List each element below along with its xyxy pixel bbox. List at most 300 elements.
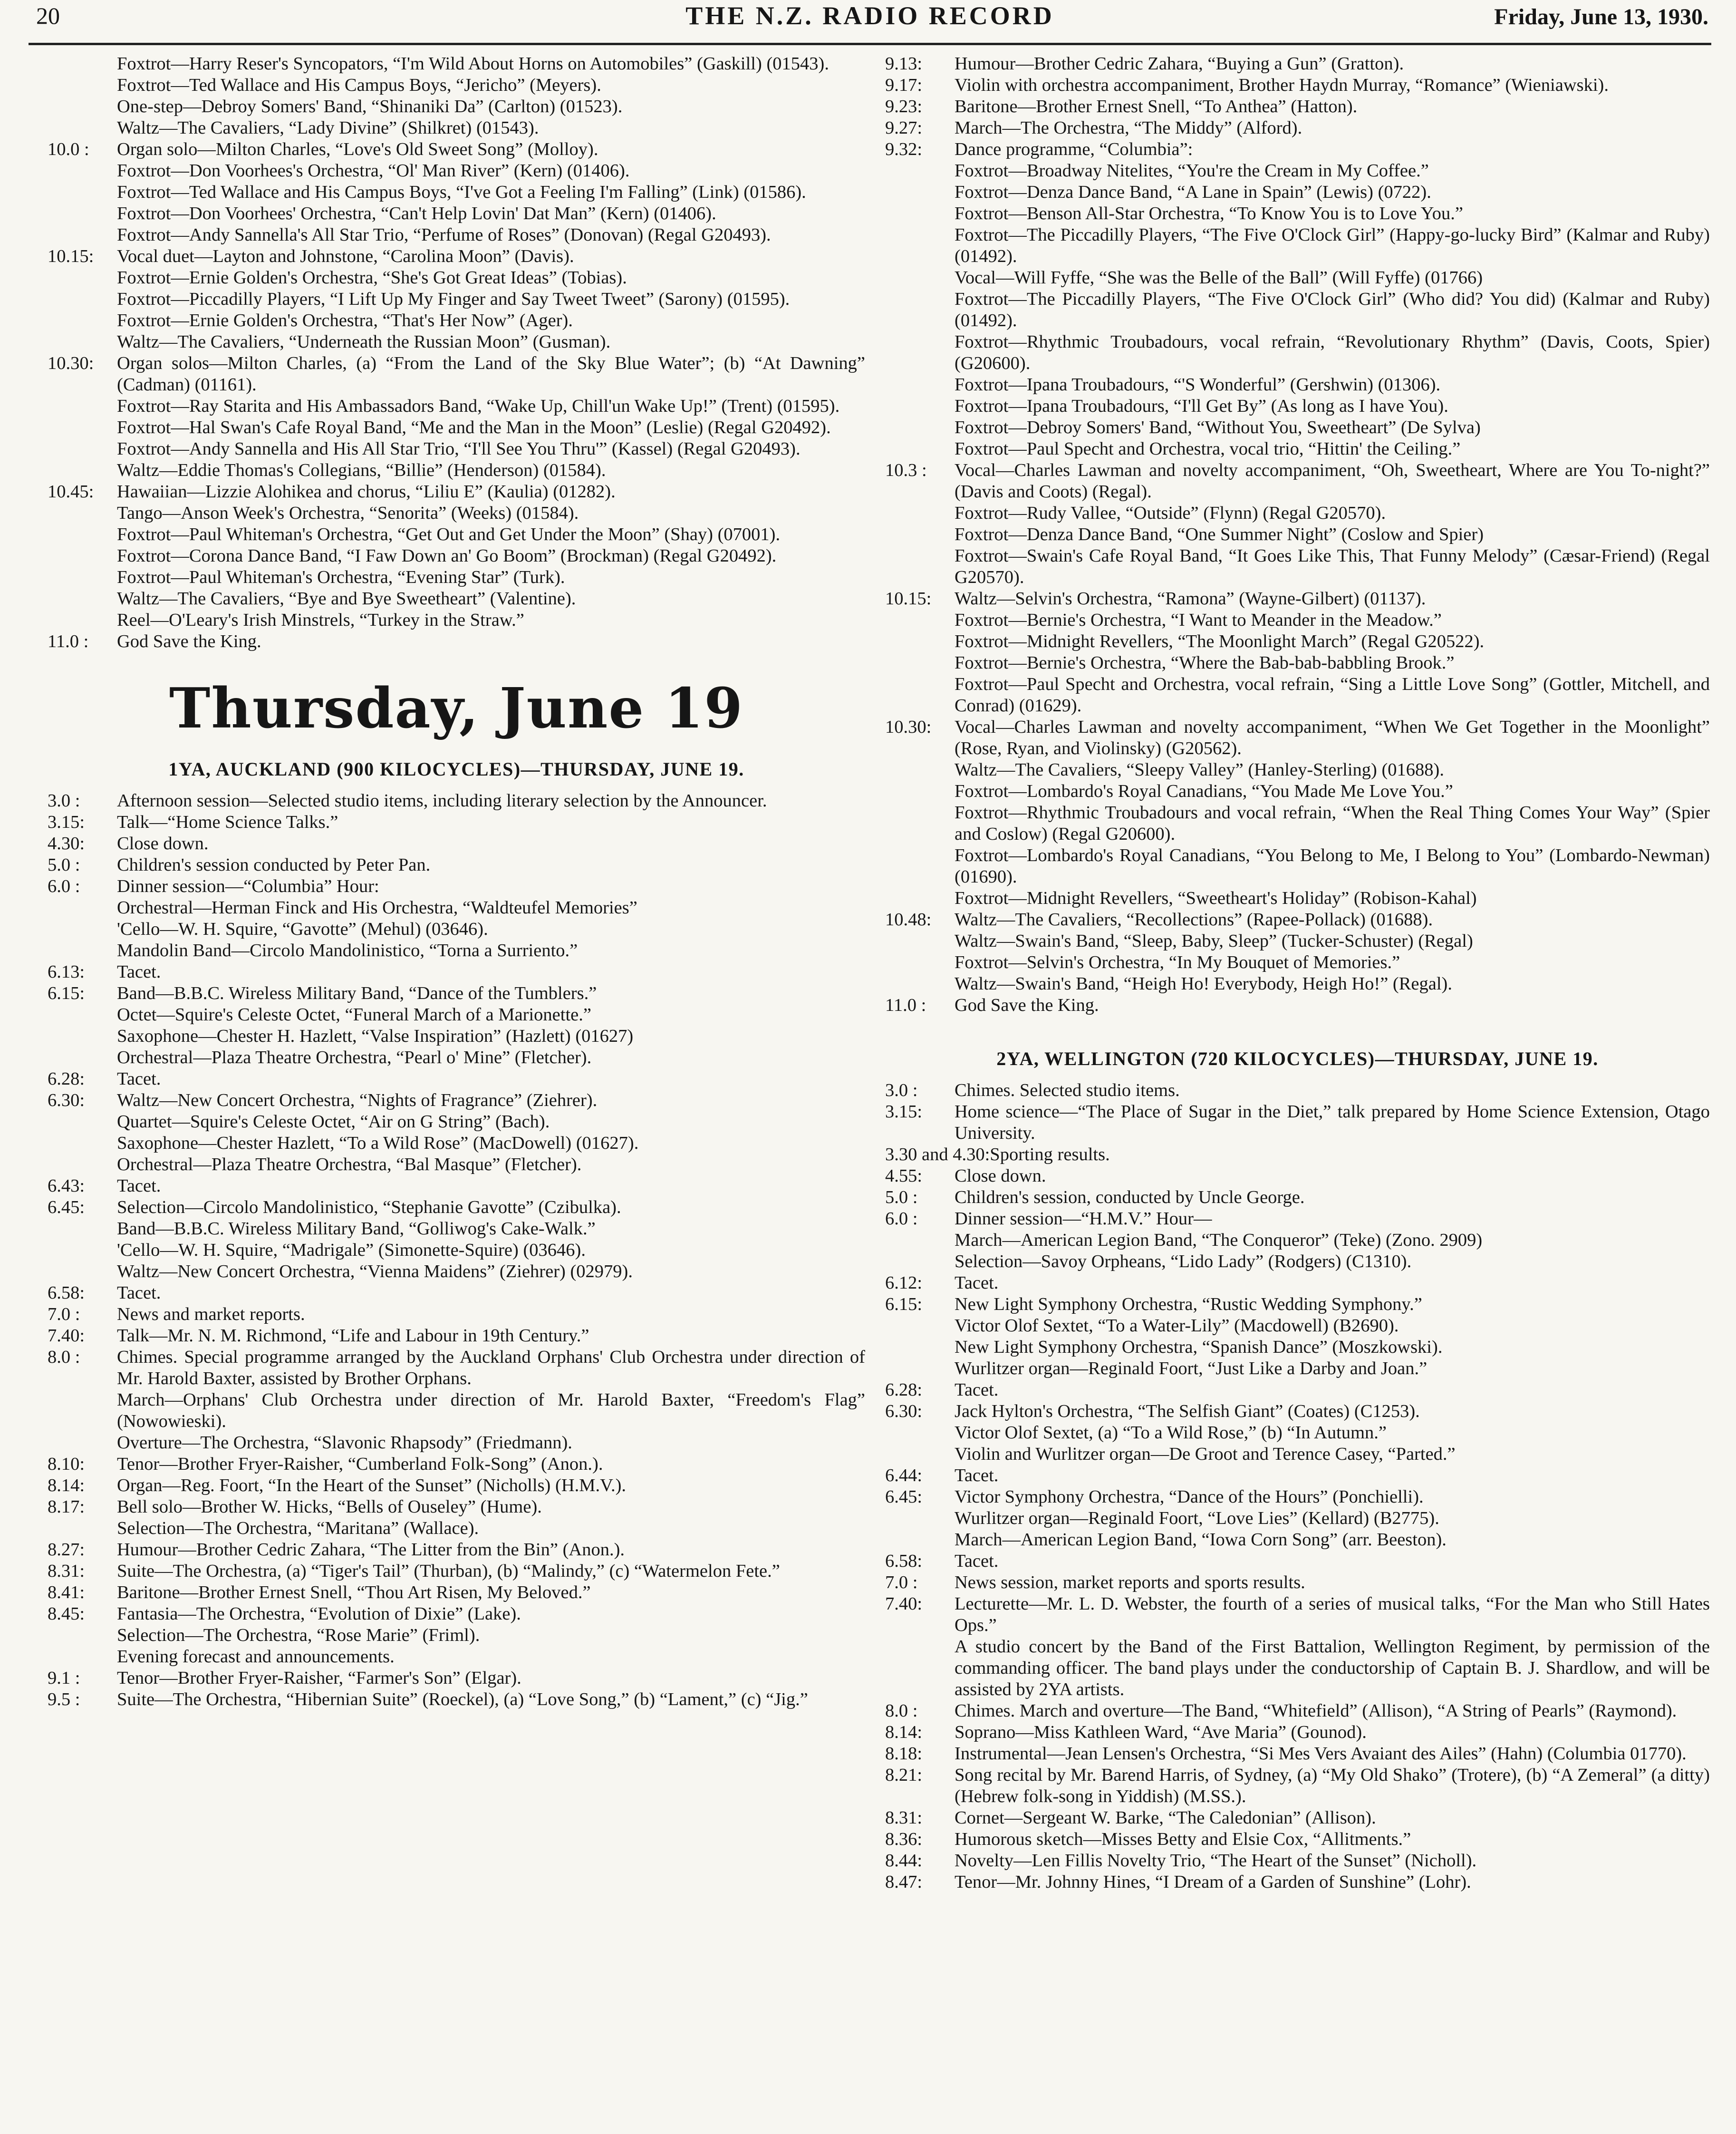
entry-text: Chimes. Selected studio items. — [955, 1080, 1180, 1100]
programme-entry — [885, 759, 1710, 781]
programme-entry — [885, 75, 1710, 96]
programme-entry — [48, 1646, 865, 1668]
station-heading-1ya: 1YA, AUCKLAND (900 KILOCYCLES)—THURSDAY, JUNE 19. — [168, 758, 744, 780]
entry-text: Saxophone—Chester Hazlett, “To a Wild Rose” (MacDowell) (01627). — [117, 1133, 639, 1153]
entry-text: Foxtrot—Lombardo's Royal Canadians, “You Made Me Love You.” — [955, 781, 1453, 801]
entry-text: Wurlitzer organ—Reginald Foort, “Just Like a Darby and Joan.” — [955, 1358, 1427, 1378]
entry-text: Orchestral—Plaza Theatre Orchestra, “Bal Masque” (Fletcher). — [117, 1154, 582, 1174]
entry-time: 9.27: — [885, 118, 923, 138]
entry-text: March—Orphans' Club Orchestra under direction of Mr. Harold Baxter, “Freedom's Flag” (Nowowieski). — [117, 1390, 865, 1431]
entry-text: Children's session conducted by Peter Pan. — [117, 855, 431, 875]
programme-entry — [885, 182, 1710, 203]
programme-entry — [48, 75, 865, 96]
programme-entry — [885, 1208, 1710, 1230]
entry-time: 3.0 : — [48, 791, 80, 811]
entry-text: Tenor—Brother Fryer-Raisher, “Cumberland Folk-Song” (Anon.). — [117, 1454, 603, 1474]
programme-entry — [48, 396, 865, 417]
entry-text: Selection—The Orchestra, “Rose Marie” (Friml). — [117, 1625, 480, 1645]
entry-text: Tacet. — [955, 1465, 999, 1485]
entry-text: Tango—Anson Week's Orchestra, “Senorita” (Weeks) (01584). — [117, 503, 579, 523]
programme-entry — [48, 812, 865, 833]
programme-entry — [885, 417, 1710, 438]
programme-entry — [885, 503, 1710, 524]
entry-text: Vocal duet—Layton and Johnstone, “Carolina Moon” (Davis). — [117, 246, 574, 266]
entry-text: Foxtrot—Denza Dance Band, “A Lane in Spain” (Lewis) (0722). — [955, 182, 1431, 202]
entry-time: 10.48: — [885, 910, 932, 930]
entry-text: Tacet. — [955, 1273, 999, 1293]
entry-time: 8.31: — [885, 1808, 923, 1828]
header-rule — [29, 43, 1711, 45]
programme-entry — [885, 460, 1710, 503]
entry-text: Band—B.B.C. Wireless Military Band, “Golliwog's Cake-Walk.” — [117, 1219, 596, 1239]
programme-entry — [885, 1529, 1710, 1551]
entry-text: March—American Legion Band, “Iowa Corn Song” (arr. Beeston). — [955, 1530, 1447, 1550]
entry-text: Tacet. — [117, 1176, 161, 1196]
entry-text: Foxtrot—Don Voorhees's Orchestra, “Ol' Man River” (Kern) (01406). — [117, 161, 630, 181]
programme-entry — [885, 888, 1710, 909]
entry-text: Dance programme, “Columbia”: — [955, 139, 1193, 159]
programme-entry — [48, 289, 865, 310]
programme-entry — [48, 353, 865, 396]
entry-text: Foxtrot—Hal Swan's Cafe Royal Band, “Me and the Man in the Moon” (Leslie) (Regal G20492). — [117, 417, 831, 437]
entry-time: 6.58: — [885, 1551, 923, 1571]
entry-time: 6.44: — [885, 1465, 923, 1485]
programme-entry — [48, 1047, 865, 1068]
entry-text: God Save the King. — [117, 631, 261, 651]
entry-time: 8.47: — [885, 1872, 923, 1892]
programme-entry — [48, 1133, 865, 1154]
entry-text: Selection—Circolo Mandolinistico, “Stephanie Gavotte” (Czibulka). — [117, 1197, 621, 1217]
entry-text: Selection—The Orchestra, “Maritana” (Wallace). — [117, 1518, 479, 1538]
programme-entry — [48, 1539, 865, 1561]
programme-entry — [48, 940, 865, 961]
programme-entry — [48, 331, 865, 353]
programme-entry — [885, 1700, 1710, 1722]
entry-text: Foxtrot—Paul Specht and Orchestra, vocal trio, “Hittin' the Ceiling.” — [955, 439, 1461, 459]
programme-entry — [885, 524, 1710, 545]
entry-time: 8.41: — [48, 1582, 85, 1602]
programme-entry — [885, 267, 1710, 289]
entry-text: Foxtrot—Corona Dance Band, “I Faw Down an' Go Boom” (Brockman) (Regal G20492). — [117, 546, 777, 566]
entry-time: 6.45: — [885, 1487, 923, 1507]
entry-time: 6.43: — [48, 1176, 85, 1196]
programme-entry — [885, 1765, 1710, 1807]
entry-text: Organ solo—Milton Charles, “Love's Old Sweet Song” (Molloy). — [117, 139, 598, 159]
day-heading: Thursday, June 19 — [169, 676, 743, 741]
entry-text: Waltz—Selvin's Orchestra, “Ramona” (Wayne-Gilbert) (01137). — [955, 589, 1426, 609]
entry-time: 3.0 : — [885, 1080, 918, 1100]
entry-time: 6.0 : — [885, 1209, 918, 1229]
entry-text: Selection—Savoy Orpheans, “Lido Lady” (Rodgers) (C1310). — [955, 1251, 1412, 1271]
programme-entry — [48, 545, 865, 567]
programme-entry — [885, 717, 1710, 759]
programme-entry — [48, 1175, 865, 1197]
programme-entry — [48, 96, 865, 117]
entry-text: Bell solo—Brother W. Hicks, “Bells of Ouseley” (Hume). — [117, 1497, 542, 1517]
entry-time: 6.13: — [48, 962, 85, 982]
programme-entry — [885, 610, 1710, 631]
programme-entry — [48, 1603, 865, 1625]
entry-text: Close down. — [117, 834, 209, 854]
programme-entry — [885, 117, 1710, 139]
entry-time: 6.15: — [885, 1294, 923, 1314]
right-column — [885, 53, 1710, 1893]
entry-text: Novelty—Len Fillis Novelty Trio, “The Heart of the Sunset” (Nicholl). — [955, 1851, 1477, 1871]
entry-text: Foxtrot—Andy Sannella's All Star Trio, “Perfume of Roses” (Donovan) (Regal G20493). — [117, 225, 771, 245]
entry-text: Foxtrot—Debroy Somers' Band, “Without You, Sweetheart” (De Sylva) — [955, 417, 1481, 437]
entry-text: Overture—The Orchestra, “Slavonic Rhapsody” (Friedmann). — [117, 1433, 572, 1453]
programme-entry — [48, 438, 865, 460]
entry-text: Waltz—The Cavaliers, “Underneath the Russian Moon” (Gusman). — [117, 332, 611, 352]
programme-entry — [885, 1850, 1710, 1872]
programme-entry — [885, 545, 1710, 588]
programme-entry — [885, 631, 1710, 652]
entry-text: Tacet. — [117, 1283, 161, 1303]
programme-entry — [885, 160, 1710, 182]
programme-entry — [48, 854, 865, 876]
programme-entry — [48, 417, 865, 438]
programme-entry — [48, 1347, 865, 1389]
programme-entry — [885, 438, 1710, 460]
station-programme-2ya — [885, 1080, 1710, 1893]
entry-text: Foxtrot—The Piccadilly Players, “The Five O'Clock Girl” (Who did? You did) (Kalmar and Ruby) (01492). — [955, 289, 1710, 330]
entry-text: Foxtrot—Ted Wallace and His Campus Boys, “Jericho” (Meyers). — [117, 75, 601, 95]
entry-text: Foxtrot—Don Voorhees' Orchestra, “Can't Help Lovin' Dat Man” (Kern) (01406). — [117, 204, 716, 223]
programme-entry — [48, 1026, 865, 1047]
entry-text: Victor Olof Sextet, “To a Water-Lily” (Macdowell) (B2690). — [955, 1316, 1399, 1336]
publication-title: THE N.Z. RADIO RECORD — [685, 1, 1054, 30]
entry-text: Waltz—Swain's Band, “Sleep, Baby, Sleep” (Tucker-Schuster) (Regal) — [955, 931, 1473, 951]
entry-time: 8.21: — [885, 1765, 923, 1785]
programme-entry — [48, 610, 865, 631]
entry-time: 7.0 : — [48, 1304, 80, 1324]
programme-entry — [885, 845, 1710, 888]
programme-entry — [48, 139, 865, 160]
programme-entry — [48, 310, 865, 331]
entry-text: Humour—Brother Cedric Zahara, “The Litter from the Bin” (Anon.). — [117, 1540, 625, 1560]
entry-time: 4.55: — [885, 1166, 923, 1186]
entry-text: Foxtrot—Rhythmic Troubadours and vocal refrain, “When the Real Thing Comes Your Way” (Spier and Coslow) (Regal G20600). — [955, 803, 1710, 844]
programme-entry — [885, 1315, 1710, 1337]
entry-text: Foxtrot—Denza Dance Band, “One Summer Night” (Coslow and Spier) — [955, 524, 1484, 544]
entry-time: 8.14: — [885, 1722, 923, 1742]
entry-time: 6.30: — [885, 1401, 923, 1421]
programme-entry — [885, 588, 1710, 610]
entry-text: Close down. — [955, 1166, 1046, 1186]
programme-entry — [48, 1218, 865, 1240]
entry-time: 5.0 : — [885, 1187, 918, 1207]
programme-entry — [885, 1572, 1710, 1593]
entry-text: News and market reports. — [117, 1304, 305, 1324]
entry-text: Waltz—The Cavaliers, “Bye and Bye Sweetheart” (Valentine). — [117, 589, 576, 609]
programme-entry — [48, 524, 865, 545]
entry-text: Foxtrot—Piccadilly Players, “I Lift Up My Finger and Say Tweet Tweet” (Sarony) (01595). — [117, 289, 790, 309]
programme-entry — [885, 952, 1710, 973]
entry-time: 8.10: — [48, 1454, 85, 1474]
entry-time: 10.15: — [48, 246, 94, 266]
entry-text: Home science—“The Place of Sugar in the Diet,” talk prepared by Home Science Extension, Otago University. — [955, 1102, 1710, 1143]
programme-entry — [48, 876, 865, 897]
entry-text: Waltz—The Cavaliers, “Sleepy Valley” (Hanley-Sterling) (01688). — [955, 760, 1445, 780]
entry-text: Foxtrot—Paul Specht and Orchestra, vocal refrain, “Sing a Little Love Song” (Gottler, Mitchell, and Conrad) (01629). — [955, 674, 1710, 716]
entry-time: 6.45: — [48, 1197, 85, 1217]
entry-text: Orchestral—Plaza Theatre Orchestra, “Pearl o' Mine” (Fletcher). — [117, 1048, 592, 1067]
entry-time: 8.44: — [885, 1851, 923, 1871]
programme-entry — [885, 374, 1710, 396]
entry-time: 8.18: — [885, 1744, 923, 1764]
entry-text: Chimes. Special programme arranged by the Auckland Orphans' Club Orchestra under direction of Mr. Harold Baxter, assisted by Brother Orphans. — [117, 1347, 865, 1388]
entry-time: 8.0 : — [48, 1347, 80, 1367]
programme-entry — [885, 1230, 1710, 1251]
programme-entry — [885, 1251, 1710, 1272]
programme-entry — [885, 1807, 1710, 1829]
entry-time: 9.32: — [885, 139, 923, 159]
entry-text: Foxtrot—Paul Whiteman's Orchestra, “Evening Star” (Turk). — [117, 567, 565, 587]
programme-entry — [885, 1486, 1710, 1508]
entry-text: A studio concert by the Band of the First Battalion, Wellington Regiment, by permission of the commanding officer. The band plays under the conductorship of Captain B. J. Shardlow, and will be assisted by 2YA artists. — [955, 1637, 1710, 1699]
entry-text: Foxtrot—Midnight Revellers, “The Moonlight March” (Regal G20522). — [955, 631, 1485, 651]
programme-entry — [885, 1358, 1710, 1379]
entry-text: Foxtrot—The Piccadilly Players, “The Five O'Clock Girl” (Happy-go-lucky Bird” (Kalmar and Ruby) (01492). — [955, 225, 1710, 266]
entry-text: Talk—“Home Science Talks.” — [117, 812, 338, 832]
programme-entry — [885, 1337, 1710, 1358]
programme-entry — [885, 1294, 1710, 1315]
entry-time: 6.28: — [48, 1069, 85, 1089]
programme-entry — [48, 1475, 865, 1496]
programme-entry — [48, 1240, 865, 1261]
programme-entry — [48, 588, 865, 610]
entry-text: Foxtrot—Ernie Golden's Orchestra, “She's Got Great Ideas” (Tobias). — [117, 268, 627, 288]
programme-entry — [48, 1518, 865, 1539]
programme-entry — [48, 224, 865, 246]
programme-entry — [48, 1689, 865, 1710]
entry-text: Mandolin Band—Circolo Mandolinistico, “Torna a Surriento.” — [117, 941, 578, 960]
entry-text: Reel—O'Leary's Irish Minstrels, “Turkey in the Straw.” — [117, 610, 524, 630]
entry-text: Baritone—Brother Ernest Snell, “Thou Art Risen, My Beloved.” — [117, 1582, 591, 1602]
entry-text: Sporting results. — [990, 1145, 1110, 1164]
entry-time: 9.1 : — [48, 1668, 80, 1688]
entry-time: 11.0 : — [885, 995, 926, 1015]
programme-entry — [885, 674, 1710, 717]
entry-time: 6.15: — [48, 983, 85, 1003]
entry-time: 10.0 : — [48, 139, 89, 159]
entry-text: Baritone—Brother Ernest Snell, “To Anthea” (Hatton). — [955, 97, 1358, 116]
entry-text: Foxtrot—Swain's Cafe Royal Band, “It Goes Like This, That Funny Melody” (Cæsar-Friend) (Regal G20570). — [955, 546, 1710, 587]
programme-entry — [48, 203, 865, 224]
programme-entry — [48, 1325, 865, 1347]
programme-entry — [48, 267, 865, 289]
programme-entry — [885, 1144, 1710, 1165]
programme-entry — [48, 53, 865, 75]
entry-text: Foxtrot—Andy Sannella and His All Star Trio, “I'll See You Thru'” (Kassel) (Regal G20493). — [117, 439, 800, 459]
programme-entry — [885, 96, 1710, 117]
programme-entry — [885, 1829, 1710, 1850]
entry-text: Lecturette—Mr. L. D. Webster, the fourth of a series of musical talks, “For the Man who Still Hates Ops.” — [955, 1594, 1710, 1635]
programme-entry — [885, 203, 1710, 224]
programme-entry — [885, 995, 1710, 1016]
entry-text: Waltz—Eddie Thomas's Collegians, “Billie” (Henderson) (01584). — [117, 460, 606, 480]
programme-entry — [885, 1872, 1710, 1893]
programme-entry — [885, 781, 1710, 802]
entry-text: Waltz—Swain's Band, “Heigh Ho! Everybody, Heigh Ho!” (Regal). — [955, 974, 1452, 994]
programme-entry — [48, 1496, 865, 1518]
programme-entry — [48, 1090, 865, 1111]
entry-time: 5.0 : — [48, 855, 80, 875]
entry-text: Foxtrot—Harry Reser's Syncopators, “I'm Wild About Horns on Automobiles” (Gaskill) (01543). — [117, 54, 829, 74]
station-heading-2ya: 2YA, WELLINGTON (720 KILOCYCLES)—THURSDAY, JUNE 19. — [996, 1048, 1599, 1069]
entry-text: Foxtrot—Broadway Nitelites, “You're the Cream in My Coffee.” — [955, 161, 1429, 181]
entry-text: Tenor—Brother Fryer-Raisher, “Farmer's Son” (Elgar). — [117, 1668, 521, 1688]
programme-entry — [48, 1197, 865, 1218]
programme-entry — [885, 1187, 1710, 1208]
entry-text: Octet—Squire's Celeste Octet, “Funeral March of a Marionette.” — [117, 1005, 591, 1025]
entry-text: Foxtrot—Selvin's Orchestra, “In My Bouquet of Memories.” — [955, 952, 1400, 972]
entry-time: 9.5 : — [48, 1689, 80, 1709]
programme-entry — [48, 1668, 865, 1689]
programme-entry — [48, 897, 865, 919]
entry-time: 8.31: — [48, 1561, 85, 1581]
entry-text: Humour—Brother Cedric Zahara, “Buying a Gun” (Gratton). — [955, 54, 1404, 74]
entry-text: Foxtrot—Paul Whiteman's Orchestra, “Get Out and Get Under the Moon” (Shay) (07001). — [117, 524, 781, 544]
entry-text: 'Cello—W. H. Squire, “Gavotte” (Mehul) (03646). — [117, 919, 488, 939]
entry-text: Wurlitzer organ—Reginald Foort, “Love Lies” (Kellard) (B2775). — [955, 1508, 1439, 1528]
programme-entry — [885, 1743, 1710, 1765]
entry-text: Vocal—Charles Lawman and novelty accompaniment, “Oh, Sweetheart, Where are You To-night?” (Davis and Coots) (Regal). — [955, 460, 1710, 502]
programme-entry — [885, 909, 1710, 931]
programme-entry — [48, 246, 865, 267]
entry-text: Quartet—Squire's Celeste Octet, “Air on G String” (Bach). — [117, 1112, 550, 1132]
page-header — [29, 0, 1711, 39]
programme-entry — [885, 1465, 1710, 1486]
entry-text: Vocal—Charles Lawman and novelty accompaniment, “When We Get Together in the Moonlight” (Rose, Ryan, and Violinsky) (G20562). — [955, 717, 1710, 758]
station-programme-1ya — [48, 790, 865, 1710]
programme-entry — [885, 1508, 1710, 1529]
programme-entry — [885, 331, 1710, 374]
programme-entry — [885, 1401, 1710, 1422]
programme-entry — [48, 1432, 865, 1454]
entry-text: Foxtrot—Midnight Revellers, “Sweetheart's Holiday” (Robison-Kahal) — [955, 888, 1477, 908]
programme-entry — [48, 631, 865, 652]
entry-time: 10.30: — [48, 353, 94, 373]
entry-text: Foxtrot—Rhythmic Troubadours, vocal refrain, “Revolutionary Rhythm” (Davis, Coots, Spier) (G20600). — [955, 332, 1710, 373]
programme-entry — [48, 1389, 865, 1432]
entry-time: 4.30: — [48, 834, 85, 854]
entry-text: Violin and Wurlitzer organ—De Groot and Terence Casey, “Parted.” — [955, 1444, 1456, 1464]
entry-text: Dinner session—“Columbia” Hour: — [117, 876, 379, 896]
programme-entry — [48, 1625, 865, 1646]
entry-time: 8.17: — [48, 1497, 85, 1517]
programme-entry — [885, 1636, 1710, 1700]
programme-entry — [48, 460, 865, 481]
entry-text: Humorous sketch—Misses Betty and Elsie Cox, “Allitments.” — [955, 1829, 1411, 1849]
entry-time: 10.3 : — [885, 460, 927, 480]
entry-text: March—The Orchestra, “The Middy” (Alford). — [955, 118, 1302, 138]
programme-entry — [48, 1561, 865, 1582]
programme-entry — [885, 53, 1710, 75]
programme-entry — [885, 224, 1710, 267]
entry-text: Suite—The Orchestra, “Hibernian Suite” (Roeckel), (a) “Love Song,” (b) “Lament,” (c) “Jig.” — [117, 1689, 808, 1709]
entry-text: Waltz—The Cavaliers, “Lady Divine” (Shilkret) (01543). — [117, 118, 539, 138]
programme-entry — [48, 790, 865, 812]
entry-time: 3.30 and 4.30: — [885, 1145, 990, 1164]
entry-text: Cornet—Sergeant W. Barke, “The Caledonian” (Allison). — [955, 1808, 1376, 1828]
programme-entry — [885, 396, 1710, 417]
programme-entry — [48, 961, 865, 983]
entry-text: Foxtrot—Bernie's Orchestra, “I Want to Meander in the Meadow.” — [955, 610, 1442, 630]
entry-time: 6.30: — [48, 1090, 85, 1110]
entry-text: Waltz—New Concert Orchestra, “Vienna Maidens” (Ziehrer) (02979). — [117, 1261, 633, 1281]
entry-time: 3.15: — [48, 812, 85, 832]
programme-entry — [48, 182, 865, 203]
entry-text: God Save the King. — [955, 995, 1099, 1015]
entry-time: 6.28: — [885, 1380, 923, 1400]
entry-text: Suite—The Orchestra, (a) “Tiger's Tail” (Thurban), (b) “Malindy,” (c) “Watermelon Fete.” — [117, 1561, 780, 1581]
entry-text: Chimes. March and overture—The Band, “Whitefield” (Allison), “A String of Pearls” (Raymond). — [955, 1701, 1677, 1721]
programme-entry — [48, 983, 865, 1004]
entry-text: New Light Symphony Orchestra, “Rustic Wedding Symphony.” — [955, 1294, 1422, 1314]
programme-entry — [885, 139, 1710, 160]
programme-entry — [48, 1304, 865, 1325]
programme-entry — [48, 1111, 865, 1133]
entry-text: Foxtrot—Ray Starita and His Ambassadors Band, “Wake Up, Chill'un Wake Up!” (Trent) (01595). — [117, 396, 840, 416]
entry-time: 8.36: — [885, 1829, 923, 1849]
entry-text: Evening forecast and announcements. — [117, 1647, 395, 1667]
entry-text: Violin with orchestra accompaniment, Brother Haydn Murray, “Romance” (Wieniawski). — [955, 75, 1609, 95]
entry-time: 7.0 : — [885, 1572, 918, 1592]
entry-text: Tacet. — [117, 1069, 161, 1089]
entry-text: Foxtrot—Rudy Vallee, “Outside” (Flynn) (Regal G20570). — [955, 503, 1386, 523]
entry-time: 8.27: — [48, 1540, 85, 1560]
programme-entry — [48, 567, 865, 588]
entry-text: Orchestral—Herman Finck and His Orchestra, “Waldteufel Memories” — [117, 898, 637, 918]
entry-text: Waltz—New Concert Orchestra, “Nights of Fragrance” (Ziehrer). — [117, 1090, 598, 1110]
programme-entry — [48, 1582, 865, 1603]
entry-text: New Light Symphony Orchestra, “Spanish Dance” (Moszkowski). — [955, 1337, 1443, 1357]
entry-text: Tacet. — [117, 962, 161, 982]
issue-date: Friday, June 13, 1930. — [1494, 4, 1708, 29]
entry-text: 'Cello—W. H. Squire, “Madrigale” (Simonette-Squire) (03646). — [117, 1240, 586, 1260]
entry-text: One-step—Debroy Somers' Band, “Shinaniki Da” (Carlton) (01523). — [117, 97, 623, 116]
entry-text: Band—B.B.C. Wireless Military Band, “Dance of the Tumblers.” — [117, 983, 597, 1003]
programme-entry — [48, 1282, 865, 1304]
programme-entry — [48, 919, 865, 940]
programme-entry — [885, 1722, 1710, 1743]
entry-time: 6.58: — [48, 1283, 85, 1303]
entry-time: 9.13: — [885, 54, 923, 74]
entry-text: Tacet. — [955, 1380, 999, 1400]
section-gap — [885, 1016, 1710, 1036]
left-column — [48, 53, 865, 1710]
programme-entry — [48, 1004, 865, 1026]
programme-entry — [885, 1379, 1710, 1401]
entry-text: Song recital by Mr. Barend Harris, of Sydney, (a) “My Old Shako” (Trotere), (b) “A Zemeral” (a ditty) (Hebrew folk-song in Yiddish) (M.SS.). — [955, 1765, 1710, 1806]
entry-text: Saxophone—Chester H. Hazlett, “Valse Inspiration” (Hazlett) (01627) — [117, 1026, 634, 1046]
entry-text: Victor Olof Sextet, (a) “To a Wild Rose,” (b) “In Autumn.” — [955, 1423, 1387, 1443]
programme-entry — [48, 1454, 865, 1475]
entry-text: Tenor—Mr. Johnny Hines, “I Dream of a Garden of Sunshine” (Lohr). — [955, 1872, 1471, 1892]
programme-entry — [48, 481, 865, 503]
entry-time: 10.30: — [885, 717, 932, 737]
entry-text: Foxtrot—Ted Wallace and His Campus Boys, “I've Got a Feeling I'm Falling” (Link) (01586). — [117, 182, 806, 202]
entry-time: 11.0 : — [48, 631, 89, 651]
programme-entry — [885, 1593, 1710, 1636]
entry-text: Hawaiian—Lizzie Alohikea and chorus, “Liliu E” (Kaulia) (01282). — [117, 482, 616, 502]
entry-text: Foxtrot—Ipana Troubadours, “I'll Get By” (As long as I have You). — [955, 396, 1448, 416]
entry-text: News session, market reports and sports results. — [955, 1572, 1305, 1592]
programme-entry — [885, 289, 1710, 331]
programme-entry — [48, 833, 865, 854]
entry-text: Jack Hylton's Orchestra, “The Selfish Giant” (Coates) (C1253). — [955, 1401, 1420, 1421]
